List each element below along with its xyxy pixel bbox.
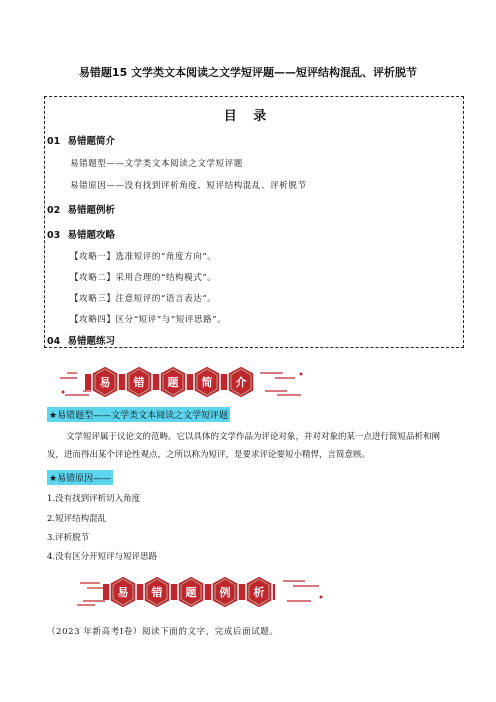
paragraph-line: 发，进而得出某个评论性观点，之所以称为短评，是要求评论要短小精悍，言简意赅。 — [47, 450, 371, 460]
page-title: 易错题15 文学类文本阅读之文学短评题——短评结构混乱、评析脱节 — [78, 66, 418, 79]
toc-section-label: 易错题攻略 — [67, 230, 116, 241]
banner-char: 简 — [201, 376, 213, 389]
section-banner-intro — [55, 364, 315, 400]
toc-strategy-3[interactable]: 【攻略三】注意短评的“语言表达”。 — [70, 294, 217, 304]
toc-section-num: 01 — [47, 136, 61, 147]
section-banner-examples — [75, 573, 335, 611]
banner-char: 题 — [185, 586, 197, 599]
toc-section-03[interactable] — [47, 227, 115, 241]
toc-section-label: 易错题例析 — [67, 205, 116, 216]
banner-char: 易 — [117, 586, 129, 599]
toc-section-label: 易错题简介 — [67, 136, 116, 147]
banner-char: 错 — [133, 376, 145, 389]
exam-intro-line: （2023 年新高考Ⅰ卷）阅读下面的文字，完成后面试题。 — [47, 627, 279, 637]
toc-section-num: 04 — [47, 336, 61, 347]
toc-section-02[interactable] — [47, 202, 115, 216]
toc-section-01[interactable] — [47, 133, 115, 147]
toc-section-num: 02 — [47, 205, 61, 216]
reason-highlight-line: ★易错原因—— — [47, 470, 113, 485]
reason-item: 3.评析脱节 — [47, 533, 90, 543]
banner-char: 介 — [235, 376, 247, 389]
banner-char: 例 — [219, 586, 231, 599]
banner-char: 析 — [253, 586, 265, 599]
toc-item-reason[interactable]: 易错原因——没有找到评析角度、短评结构混乱、评析脱节 — [70, 181, 307, 191]
toc-strategy-2[interactable]: 【攻略二】采用合理的“结构模式”。 — [70, 273, 217, 283]
reason-item: 4.没有区分开短评与短评思路 — [47, 552, 158, 562]
banner-char: 题 — [167, 376, 179, 389]
toc-heading: 目 录 — [223, 109, 273, 124]
toc-item-type[interactable]: 易错题型——文学类文本阅读之文学短评题 — [70, 159, 243, 169]
banner-char: 错 — [151, 586, 163, 599]
toc-section-label: 易错题练习 — [67, 336, 116, 347]
reason-item: 1.没有找到评析切入角度 — [47, 494, 141, 504]
toc-strategy-4[interactable]: 【攻略四】区分“短评”与“短评思路”。 — [70, 315, 227, 325]
toc-strategy-1[interactable]: 【攻略一】选准短评的“角度方向”。 — [70, 252, 217, 262]
paragraph-line: 文学短评属于议论文的范畴。它以具体的文学作品为评论对象，并对对象的某一点进行简短品析和阐 — [66, 432, 441, 442]
type-highlight-line: ★易错题型——文学类文本阅读之文学短评题 — [47, 407, 230, 422]
reason-item: 2.短评结构混乱 — [47, 514, 107, 524]
banner-char: 易 — [99, 376, 111, 389]
toc-section-num: 03 — [47, 230, 61, 241]
toc-section-04[interactable] — [47, 333, 115, 347]
